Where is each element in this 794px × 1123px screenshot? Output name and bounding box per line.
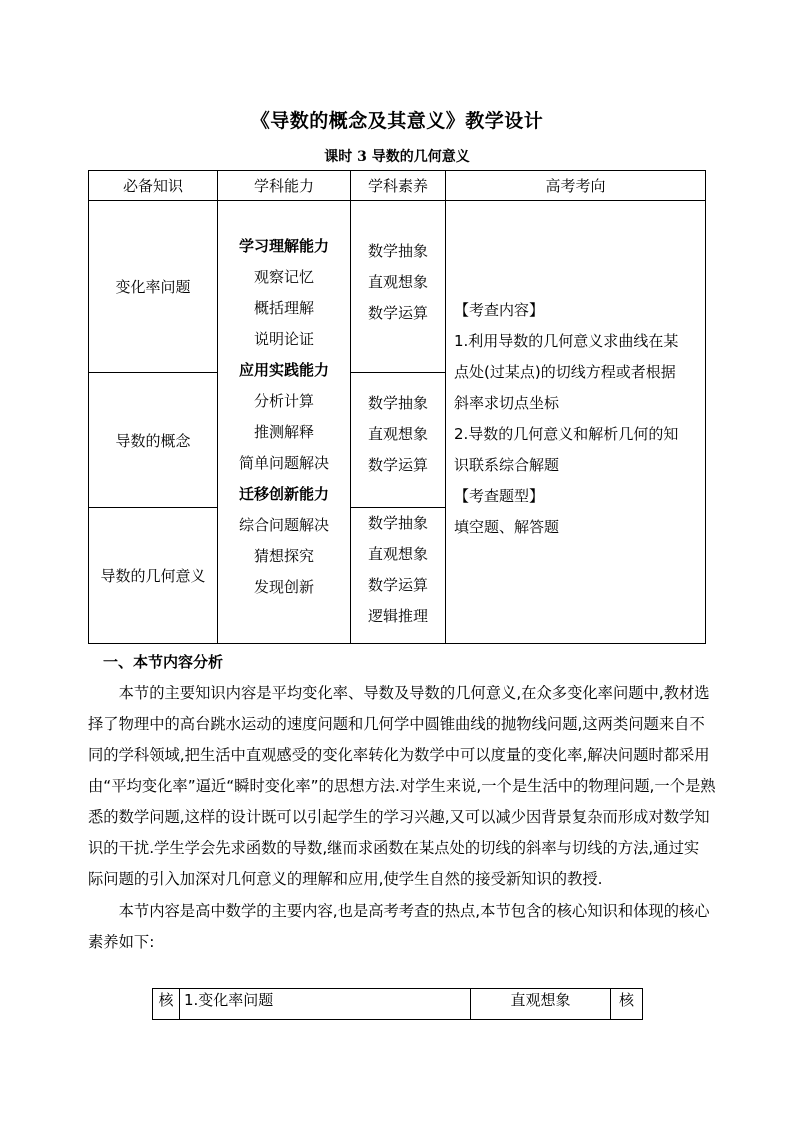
exam-line: 点处(过某点)的切线方程或者根据 bbox=[454, 363, 676, 381]
section-heading: 一、本节内容分析 bbox=[103, 653, 224, 671]
core-table bbox=[152, 988, 643, 1020]
ability-item: 学习理解能力 bbox=[238, 237, 329, 255]
paragraph-line: 素养如下: bbox=[88, 933, 155, 951]
ability-item: 观察记忆 bbox=[253, 268, 314, 286]
core-literacy-cell: 直观想象 bbox=[471, 989, 611, 1020]
core-label-cell: 核 bbox=[153, 989, 180, 1020]
table-row bbox=[153, 989, 643, 1020]
knowledge-label: 变化率问题 bbox=[115, 278, 191, 296]
exam-line: 1.利用导数的几何意义求曲线在某 bbox=[454, 332, 679, 350]
ability-cell bbox=[218, 201, 351, 644]
exam-line: 2.导数的几何意义和解析几何的知 bbox=[454, 425, 679, 443]
exam-line: 【考查题型】 bbox=[454, 487, 545, 505]
exam-line: 斜率求切点坐标 bbox=[454, 394, 560, 412]
ability-item: 迁移创新能力 bbox=[238, 485, 329, 503]
paragraph-line: 悉的数学问题,这样的设计既可以引起学生的学习兴趣,又可以减少因背景复杂而形成对数学知 bbox=[88, 808, 710, 826]
ability-item: 推测解释 bbox=[253, 423, 314, 441]
exam-cell bbox=[446, 201, 706, 644]
knowledge-label: 导数的几何意义 bbox=[100, 567, 206, 585]
literacy-item: 数学运算 bbox=[367, 304, 428, 322]
table-header-row bbox=[89, 171, 706, 201]
knowledge-cell bbox=[89, 201, 218, 373]
paragraph-line: 本节的主要知识内容是平均变化率、导数及导数的几何意义,在众多变化率问题中,教材选 bbox=[88, 684, 710, 702]
literacy-item: 直观想象 bbox=[367, 273, 428, 291]
paragraph-line: 识的干扰.学生学会先求函数的导数,继而求函数在某点处的切线的斜率与切线的方法,通过实 bbox=[88, 839, 700, 857]
header-knowledge: 必备知识 bbox=[89, 171, 218, 201]
summary-paragraph bbox=[88, 896, 710, 958]
literacy-item: 数学运算 bbox=[367, 456, 428, 474]
analysis-paragraph bbox=[88, 678, 716, 895]
ability-item: 发现创新 bbox=[253, 578, 314, 596]
literacy-item: 数学抽象 bbox=[367, 394, 428, 412]
literacy-item: 数学抽象 bbox=[367, 242, 428, 260]
paragraph-line: 际问题的引入加深对几何意义的理解和应用,使学生自然的接受新知识的教授. bbox=[88, 870, 603, 888]
literacy-item: 数学抽象 bbox=[367, 514, 428, 532]
literacy-item: 直观想象 bbox=[367, 545, 428, 563]
ability-item: 分析计算 bbox=[253, 392, 314, 410]
literacy-cell bbox=[351, 508, 446, 644]
literacy-item: 直观想象 bbox=[367, 425, 428, 443]
overview-table bbox=[88, 170, 706, 644]
knowledge-cell bbox=[89, 508, 218, 644]
paragraph-line: 由“平均变化率”逼近“瞬时变化率”的思想方法.对学生来说,一个是生活中的物理问题,一个是熟 bbox=[88, 777, 716, 795]
lesson-subtitle: 课时 3 导数的几何意义 bbox=[324, 149, 470, 165]
document-title: 《导数的概念及其意义》教学设计 bbox=[250, 110, 544, 132]
paragraph-line: 同的学科领域,把生活中直观感受的变化率转化为数学中可以度量的变化率,解决问题时都采用 bbox=[88, 746, 710, 764]
ability-item: 应用实践能力 bbox=[238, 361, 329, 379]
table-row bbox=[89, 201, 706, 373]
literacy-item: 数学运算 bbox=[367, 576, 428, 594]
core-knowledge-cell: 1.变化率问题 bbox=[180, 989, 471, 1020]
header-exam: 高考考向 bbox=[446, 171, 706, 201]
literacy-cell bbox=[351, 201, 446, 373]
core-label-cell: 核 bbox=[611, 989, 643, 1020]
ability-item: 综合问题解决 bbox=[238, 516, 329, 534]
ability-item: 概括理解 bbox=[253, 299, 314, 317]
knowledge-cell bbox=[89, 373, 218, 508]
literacy-cell bbox=[351, 373, 446, 508]
knowledge-label: 导数的概念 bbox=[115, 431, 191, 450]
ability-item: 说明论证 bbox=[253, 330, 314, 348]
literacy-item: 逻辑推理 bbox=[367, 607, 428, 625]
paragraph-line: 本节内容是高中数学的主要内容,也是高考考查的热点,本节包含的核心知识和体现的核心 bbox=[88, 902, 710, 920]
paragraph-line: 择了物理中的高台跳水运动的速度问题和几何学中圆锥曲线的抛物线问题,这两类问题来自不 bbox=[88, 715, 705, 733]
header-ability: 学科能力 bbox=[218, 171, 351, 201]
exam-line: 识联系综合解题 bbox=[454, 456, 560, 474]
ability-item: 简单问题解决 bbox=[238, 454, 329, 472]
ability-item: 猜想探究 bbox=[253, 547, 314, 565]
header-literacy: 学科素养 bbox=[351, 171, 446, 201]
exam-line: 填空题、解答题 bbox=[454, 518, 560, 536]
exam-line: 【考查内容】 bbox=[454, 301, 545, 319]
